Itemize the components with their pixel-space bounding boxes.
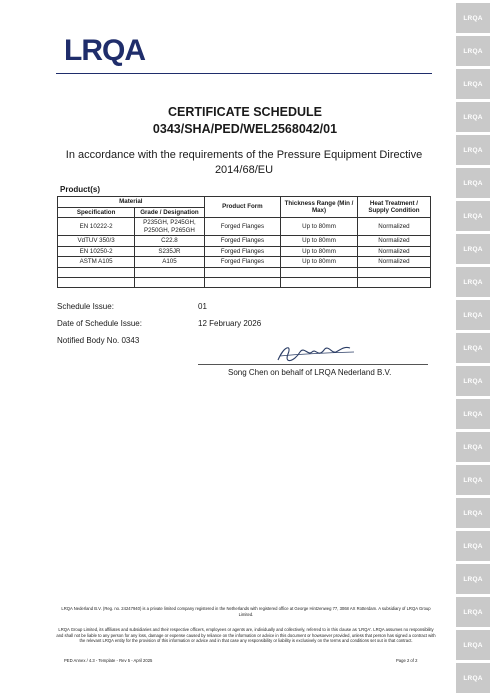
specification-cell: ASTM A105 — [58, 257, 135, 268]
notified-body: Notified Body No. 0343 — [57, 336, 140, 345]
empty-table-row — [58, 267, 431, 277]
band-logo-tile: LRQA — [456, 3, 490, 33]
heat-treatment-cell: Normalized — [357, 236, 430, 247]
empty-cell — [357, 267, 430, 277]
page-title: CERTIFICATE SCHEDULE — [168, 105, 322, 119]
signature-image — [270, 340, 360, 366]
grade-cell: A105 — [135, 257, 204, 268]
empty-cell — [58, 277, 135, 287]
product-form-cell: Forged Flanges — [204, 218, 280, 236]
grade-cell: P235GH, P245GH, P250GH, P265GH — [135, 218, 204, 236]
grade-header: Grade / Designation — [135, 207, 204, 218]
band-logo-tile: LRQA — [456, 597, 490, 627]
schedule-issue-label: Schedule Issue: — [57, 302, 114, 311]
band-logo-tile: LRQA — [456, 663, 490, 693]
band-logo-tile: LRQA — [456, 399, 490, 429]
certificate-number: 0343/SHA/PED/WEL2568042/01 — [152, 122, 338, 136]
thickness-cell: Up to 80mm — [281, 236, 358, 247]
band-logo-tile: LRQA — [456, 168, 490, 198]
band-logo-tile: LRQA — [456, 102, 490, 132]
products-label: Product(s) — [60, 185, 100, 194]
empty-cell — [58, 267, 135, 277]
band-logo-tile: LRQA — [456, 36, 490, 66]
band-logo-tile: LRQA — [456, 201, 490, 231]
header-rule — [56, 73, 432, 74]
band-logo-tile: LRQA — [456, 630, 490, 660]
band-logo-tile: LRQA — [456, 267, 490, 297]
band-logo-tile: LRQA — [456, 531, 490, 561]
empty-cell — [204, 277, 280, 287]
table-row — [58, 218, 431, 236]
grade-cell: C22.8 — [135, 236, 204, 247]
date-label: Date of Schedule Issue: — [57, 319, 142, 328]
heat-treatment-cell: Normalized — [357, 218, 430, 236]
table-row — [58, 236, 431, 247]
band-logo-tile: LRQA — [456, 366, 490, 396]
band-logo-tile: LRQA — [456, 135, 490, 165]
specification-cell: EN 10250-2 — [58, 246, 135, 257]
heat-treatment-cell: Normalized — [357, 246, 430, 257]
empty-cell — [357, 277, 430, 287]
band-logo-tile: LRQA — [456, 432, 490, 462]
band-logo-tile: LRQA — [456, 300, 490, 330]
band-logo-tile: LRQA — [456, 234, 490, 264]
empty-cell — [135, 267, 204, 277]
specification-cell: VdTUV 350/3 — [58, 236, 135, 247]
specification-cell: EN 10222-2 — [58, 218, 135, 236]
logo-text: LRQA — [64, 34, 145, 67]
table-row — [58, 257, 431, 268]
product-form-cell: Forged Flanges — [204, 257, 280, 268]
product-form-cell: Forged Flanges — [204, 236, 280, 247]
schedule-table — [57, 196, 431, 288]
empty-cell — [204, 267, 280, 277]
footer-template: PED Annex / 4.3 - Template - Rev 5 - April 2025 — [64, 658, 153, 663]
material-header: Material — [58, 197, 205, 208]
empty-table-row — [58, 277, 431, 287]
band-logo-tile: LRQA — [456, 465, 490, 495]
directive-statement: In accordance with the requirements of the Pressure Equipment Directive 2014/68/EU — [65, 149, 423, 176]
empty-cell — [281, 277, 358, 287]
footer-page-number: Page 2 of 2 — [396, 658, 418, 663]
band-logo-tile: LRQA — [456, 498, 490, 528]
signatory-name: Song Chen on behalf of LRQA Nederland B.V. — [228, 368, 392, 377]
lrqa-logo — [64, 36, 145, 66]
side-band — [456, 0, 490, 693]
thickness-cell: Up to 80mm — [281, 218, 358, 236]
signature-line — [198, 364, 428, 365]
heat-treatment-header: Heat Treatment / Supply Condition — [357, 197, 430, 218]
empty-cell — [135, 277, 204, 287]
footer-disclaimer: LRQA Group Limited, its affiliates and subsidiaries and their respective officers, employees or agents are, individually and collectively, referred to in this clause as 'LRQA'. LRQA assumes no responsibility and shall not be liable to any person for any loss, damage or expense caused by reliance on the information or advice in this document or howsoever provided, unless that person has signed a contract with the relevant LRQA entity for the provision of this information or advice and in that case any responsibility or liability is exclusively on the terms and conditions set out in that contract. — [56, 627, 436, 643]
band-logo-tile: LRQA — [456, 564, 490, 594]
specification-header: Specification — [58, 207, 135, 218]
thickness-cell: Up to 80mm — [281, 257, 358, 268]
thickness-header: Thickness Range (Min / Max) — [281, 197, 358, 218]
product-form-header: Product Form — [204, 197, 280, 218]
grade-cell: S235JR — [135, 246, 204, 257]
table-row — [58, 246, 431, 257]
product-form-cell: Forged Flanges — [204, 246, 280, 257]
footer-company: LRQA Nederland B.V. (Reg. no. 24247940) is a private limited company registered in the Netherlands with registered office at George Hintzenweg 77, 3068 AX Rotterdam. A subsidiary of LRQA Group Limited. — [61, 606, 431, 617]
heat-treatment-cell: Normalized — [357, 257, 430, 268]
date-value: 12 February 2026 — [198, 319, 262, 328]
schedule-issue-value: 01 — [198, 302, 207, 311]
empty-cell — [281, 267, 358, 277]
thickness-cell: Up to 80mm — [281, 246, 358, 257]
band-logo-tile: LRQA — [456, 69, 490, 99]
band-logo-tile: LRQA — [456, 333, 490, 363]
